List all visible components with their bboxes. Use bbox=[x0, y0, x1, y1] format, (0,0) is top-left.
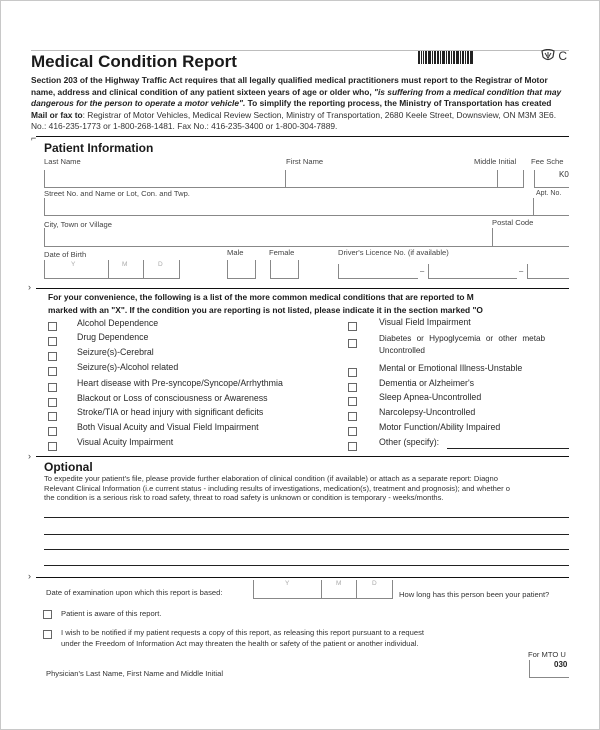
section-rule-exam bbox=[36, 577, 569, 578]
condition-checkbox-alcohol-dependence[interactable] bbox=[48, 322, 57, 331]
physician-name-label: Physician's Last Name, First Name and Middle Initial bbox=[46, 669, 224, 678]
female-checkbox[interactable] bbox=[270, 260, 299, 279]
exam-day-input[interactable] bbox=[356, 580, 393, 599]
condition-checkbox-drug-dependence[interactable] bbox=[48, 337, 57, 346]
fee-schedule-label: Fee Sche bbox=[531, 157, 564, 166]
middle-initial-label: Middle Initial bbox=[474, 157, 517, 166]
condition-label: Drug Dependence bbox=[77, 332, 149, 342]
condition-checkbox-blackout[interactable] bbox=[48, 398, 57, 407]
condition-checkbox-other[interactable] bbox=[348, 442, 357, 451]
dob-month-input[interactable] bbox=[108, 260, 144, 279]
patient-aware-checkbox[interactable] bbox=[43, 610, 52, 619]
licence-part-1-input[interactable] bbox=[338, 264, 418, 279]
logo-text: C bbox=[558, 49, 568, 63]
condition-label: Dementia or Alzheimer's bbox=[379, 378, 475, 388]
female-label: Female bbox=[269, 248, 295, 257]
condition-label: Both Visual Acuity and Visual Field Impairment bbox=[77, 422, 259, 432]
exam-month-input[interactable] bbox=[321, 580, 357, 599]
condition-checkbox-diabetes[interactable] bbox=[348, 339, 357, 348]
condition-label: Sleep Apnea-Uncontrolled bbox=[379, 392, 482, 402]
dob-day-placeholder: D bbox=[158, 261, 163, 268]
notes-line-4[interactable] bbox=[44, 565, 569, 566]
condition-label: Narcolepsy-Uncontrolled bbox=[379, 407, 476, 417]
condition-checkbox-motor-function[interactable] bbox=[348, 427, 357, 436]
notes-line-2[interactable] bbox=[44, 534, 569, 535]
condition-checkbox-narcolepsy[interactable] bbox=[348, 412, 357, 421]
date-of-birth-label: Date of Birth bbox=[44, 250, 87, 259]
notify-label: I wish to be notified if my patient requests a copy of this report, as releasing this report pursuant to a request under the Freedom of Information Act may threaten the health or safety of the patient or another individual. bbox=[61, 628, 425, 648]
licence-label: Driver's Licence No. (if available) bbox=[338, 248, 449, 257]
intro-line-4: Mail or fax to: Registrar of Motor Vehicles, Medical Review Section, Ministry of Transportation, 2680 Keele Street, Downsview, ON M3M 3E6. bbox=[31, 109, 557, 120]
notes-line-1[interactable] bbox=[44, 517, 569, 518]
condition-checkbox-mental-illness[interactable] bbox=[348, 368, 357, 377]
intro-line-1: Section 203 of the Highway Traffic Act requires that all legally qualified medical practitioners must report to the Registrar of Motor bbox=[31, 75, 548, 85]
condition-label-cont: Uncontrolled bbox=[379, 346, 425, 355]
exam-year-input[interactable] bbox=[253, 580, 321, 599]
condition-label: Alcohol Dependence bbox=[77, 318, 159, 328]
condition-label: Heart disease with Pre-syncope/Syncope/Arrhythmia bbox=[77, 378, 283, 388]
optional-heading: Optional bbox=[44, 460, 93, 474]
city-input[interactable] bbox=[44, 228, 493, 247]
dob-year-placeholder: Y bbox=[71, 261, 76, 268]
exam-day-placeholder: D bbox=[372, 580, 377, 587]
dob-year-input[interactable] bbox=[44, 260, 109, 279]
mto-use-label: For MTO U bbox=[528, 650, 566, 659]
licence-separator-2: – bbox=[519, 266, 524, 275]
intro-line-5: No.: 416-235-1773 or 1-800-268-1481. Fax No.: 416-235-3400 or 1-800-304-7889. bbox=[31, 121, 338, 131]
condition-label: Other (specify): bbox=[379, 437, 440, 447]
first-name-input[interactable] bbox=[285, 170, 498, 188]
page-title: Medical Condition Report bbox=[31, 52, 237, 71]
condition-label: Seizure(s)-Cerebral bbox=[77, 347, 154, 357]
fee-schedule-value: K0 bbox=[559, 170, 569, 179]
section-corner-mark: ⌐ bbox=[31, 133, 37, 143]
section-marker-icon: › bbox=[28, 451, 31, 461]
postal-code-input[interactable] bbox=[492, 228, 569, 247]
condition-checkbox-seizure-cerebral[interactable] bbox=[48, 352, 57, 361]
middle-initial-input[interactable] bbox=[497, 170, 524, 188]
section-marker-icon: › bbox=[28, 282, 31, 292]
exam-month-placeholder: M bbox=[336, 580, 342, 587]
condition-checkbox-seizure-alcohol[interactable] bbox=[48, 367, 57, 376]
dob-month-placeholder: M bbox=[122, 261, 128, 268]
apt-no-input[interactable] bbox=[533, 198, 569, 216]
street-input[interactable] bbox=[44, 198, 534, 216]
fee-schedule-input[interactable] bbox=[534, 170, 569, 188]
condition-label: Visual Acuity Impairment bbox=[77, 437, 174, 447]
exam-year-placeholder: Y bbox=[285, 580, 290, 587]
condition-label: Motor Function/Ability Impaired bbox=[379, 422, 501, 432]
ontario-trillium-logo-icon bbox=[541, 49, 567, 63]
condition-checkbox-sleep-apnea[interactable] bbox=[348, 397, 357, 406]
condition-label: Diabetes or Hypoglycemia or other metab bbox=[379, 334, 546, 343]
patient-info-heading: Patient Information bbox=[44, 141, 154, 155]
last-name-label: Last Name bbox=[44, 157, 81, 166]
barcode-icon bbox=[418, 51, 484, 64]
intro-line-2: name, address and clinical condition of any patient sixteen years of age or older who, "is suffering from a medical condition that may bbox=[31, 86, 562, 97]
header-rule bbox=[31, 50, 569, 51]
condition-label: Mental or Emotional Illness-Unstable bbox=[379, 363, 523, 373]
condition-label: Blackout or Loss of consciousness or Awareness bbox=[77, 393, 268, 403]
street-label: Street No. and Name or Lot, Con. and Twp. bbox=[44, 189, 190, 198]
notes-line-3[interactable] bbox=[44, 549, 569, 550]
conditions-notice: For your convenience, the following is a list of the more common medical conditions that are reported to M marked with an "X". If the condition you are reporting is not listed, please indicate it in the section marked "O bbox=[48, 292, 483, 315]
condition-checkbox-dementia[interactable] bbox=[348, 383, 357, 392]
condition-checkbox-visual-field[interactable] bbox=[348, 322, 357, 331]
condition-checkbox-visual-acuity[interactable] bbox=[48, 442, 57, 451]
condition-checkbox-both-visual[interactable] bbox=[48, 427, 57, 436]
section-rule-patient bbox=[36, 136, 569, 137]
licence-part-2-input[interactable] bbox=[428, 264, 517, 279]
licence-separator-1: – bbox=[420, 266, 425, 275]
other-specify-input[interactable] bbox=[447, 447, 569, 449]
city-label: City, Town or Village bbox=[44, 220, 112, 229]
section-marker-icon: › bbox=[28, 571, 31, 581]
section-rule-optional bbox=[36, 456, 569, 457]
apt-no-label: Apt. No. bbox=[536, 190, 562, 197]
mto-code: 030 bbox=[554, 660, 568, 669]
condition-checkbox-heart-disease[interactable] bbox=[48, 383, 57, 392]
postal-code-label: Postal Code bbox=[492, 218, 534, 227]
licence-part-3-input[interactable] bbox=[527, 264, 569, 279]
condition-label: Seizure(s)-Alcohol related bbox=[77, 362, 179, 372]
mto-use-box bbox=[529, 660, 569, 678]
male-label: Male bbox=[227, 248, 244, 257]
condition-label: Visual Field Impairment bbox=[379, 317, 471, 327]
male-checkbox[interactable] bbox=[227, 260, 256, 279]
exam-date-label: Date of examination upon which this report is based: bbox=[46, 588, 223, 597]
patient-duration-label: How long has this person been your patient? bbox=[399, 590, 550, 599]
section-rule-conditions bbox=[36, 288, 569, 289]
condition-checkbox-stroke[interactable] bbox=[48, 412, 57, 421]
intro-line-3: dangerous for the person to operate a motor vehicle". To simplify the reporting process, the Ministry of Transportation has created bbox=[31, 98, 552, 108]
patient-aware-label: Patient is aware of this report. bbox=[61, 609, 162, 618]
condition-label: Stroke/TIA or head injury with significant deficits bbox=[77, 407, 264, 417]
dob-day-input[interactable] bbox=[143, 260, 180, 279]
notify-checkbox[interactable] bbox=[43, 630, 52, 639]
intro-text bbox=[31, 75, 569, 133]
optional-description: To expedite your patient's file, please provide further elaboration of clinical condition (if available) or attach as a separate report: Diagno Relevant Clinical Information (i.e current status - including results of investigations, medication(s), treatment and prognosis); and whether o the condition is a serious risk to road safety, threat to road safety is unknown or condition is temporary - weeks/months. bbox=[44, 474, 510, 503]
last-name-input[interactable] bbox=[44, 170, 286, 188]
first-name-label: First Name bbox=[286, 157, 324, 166]
